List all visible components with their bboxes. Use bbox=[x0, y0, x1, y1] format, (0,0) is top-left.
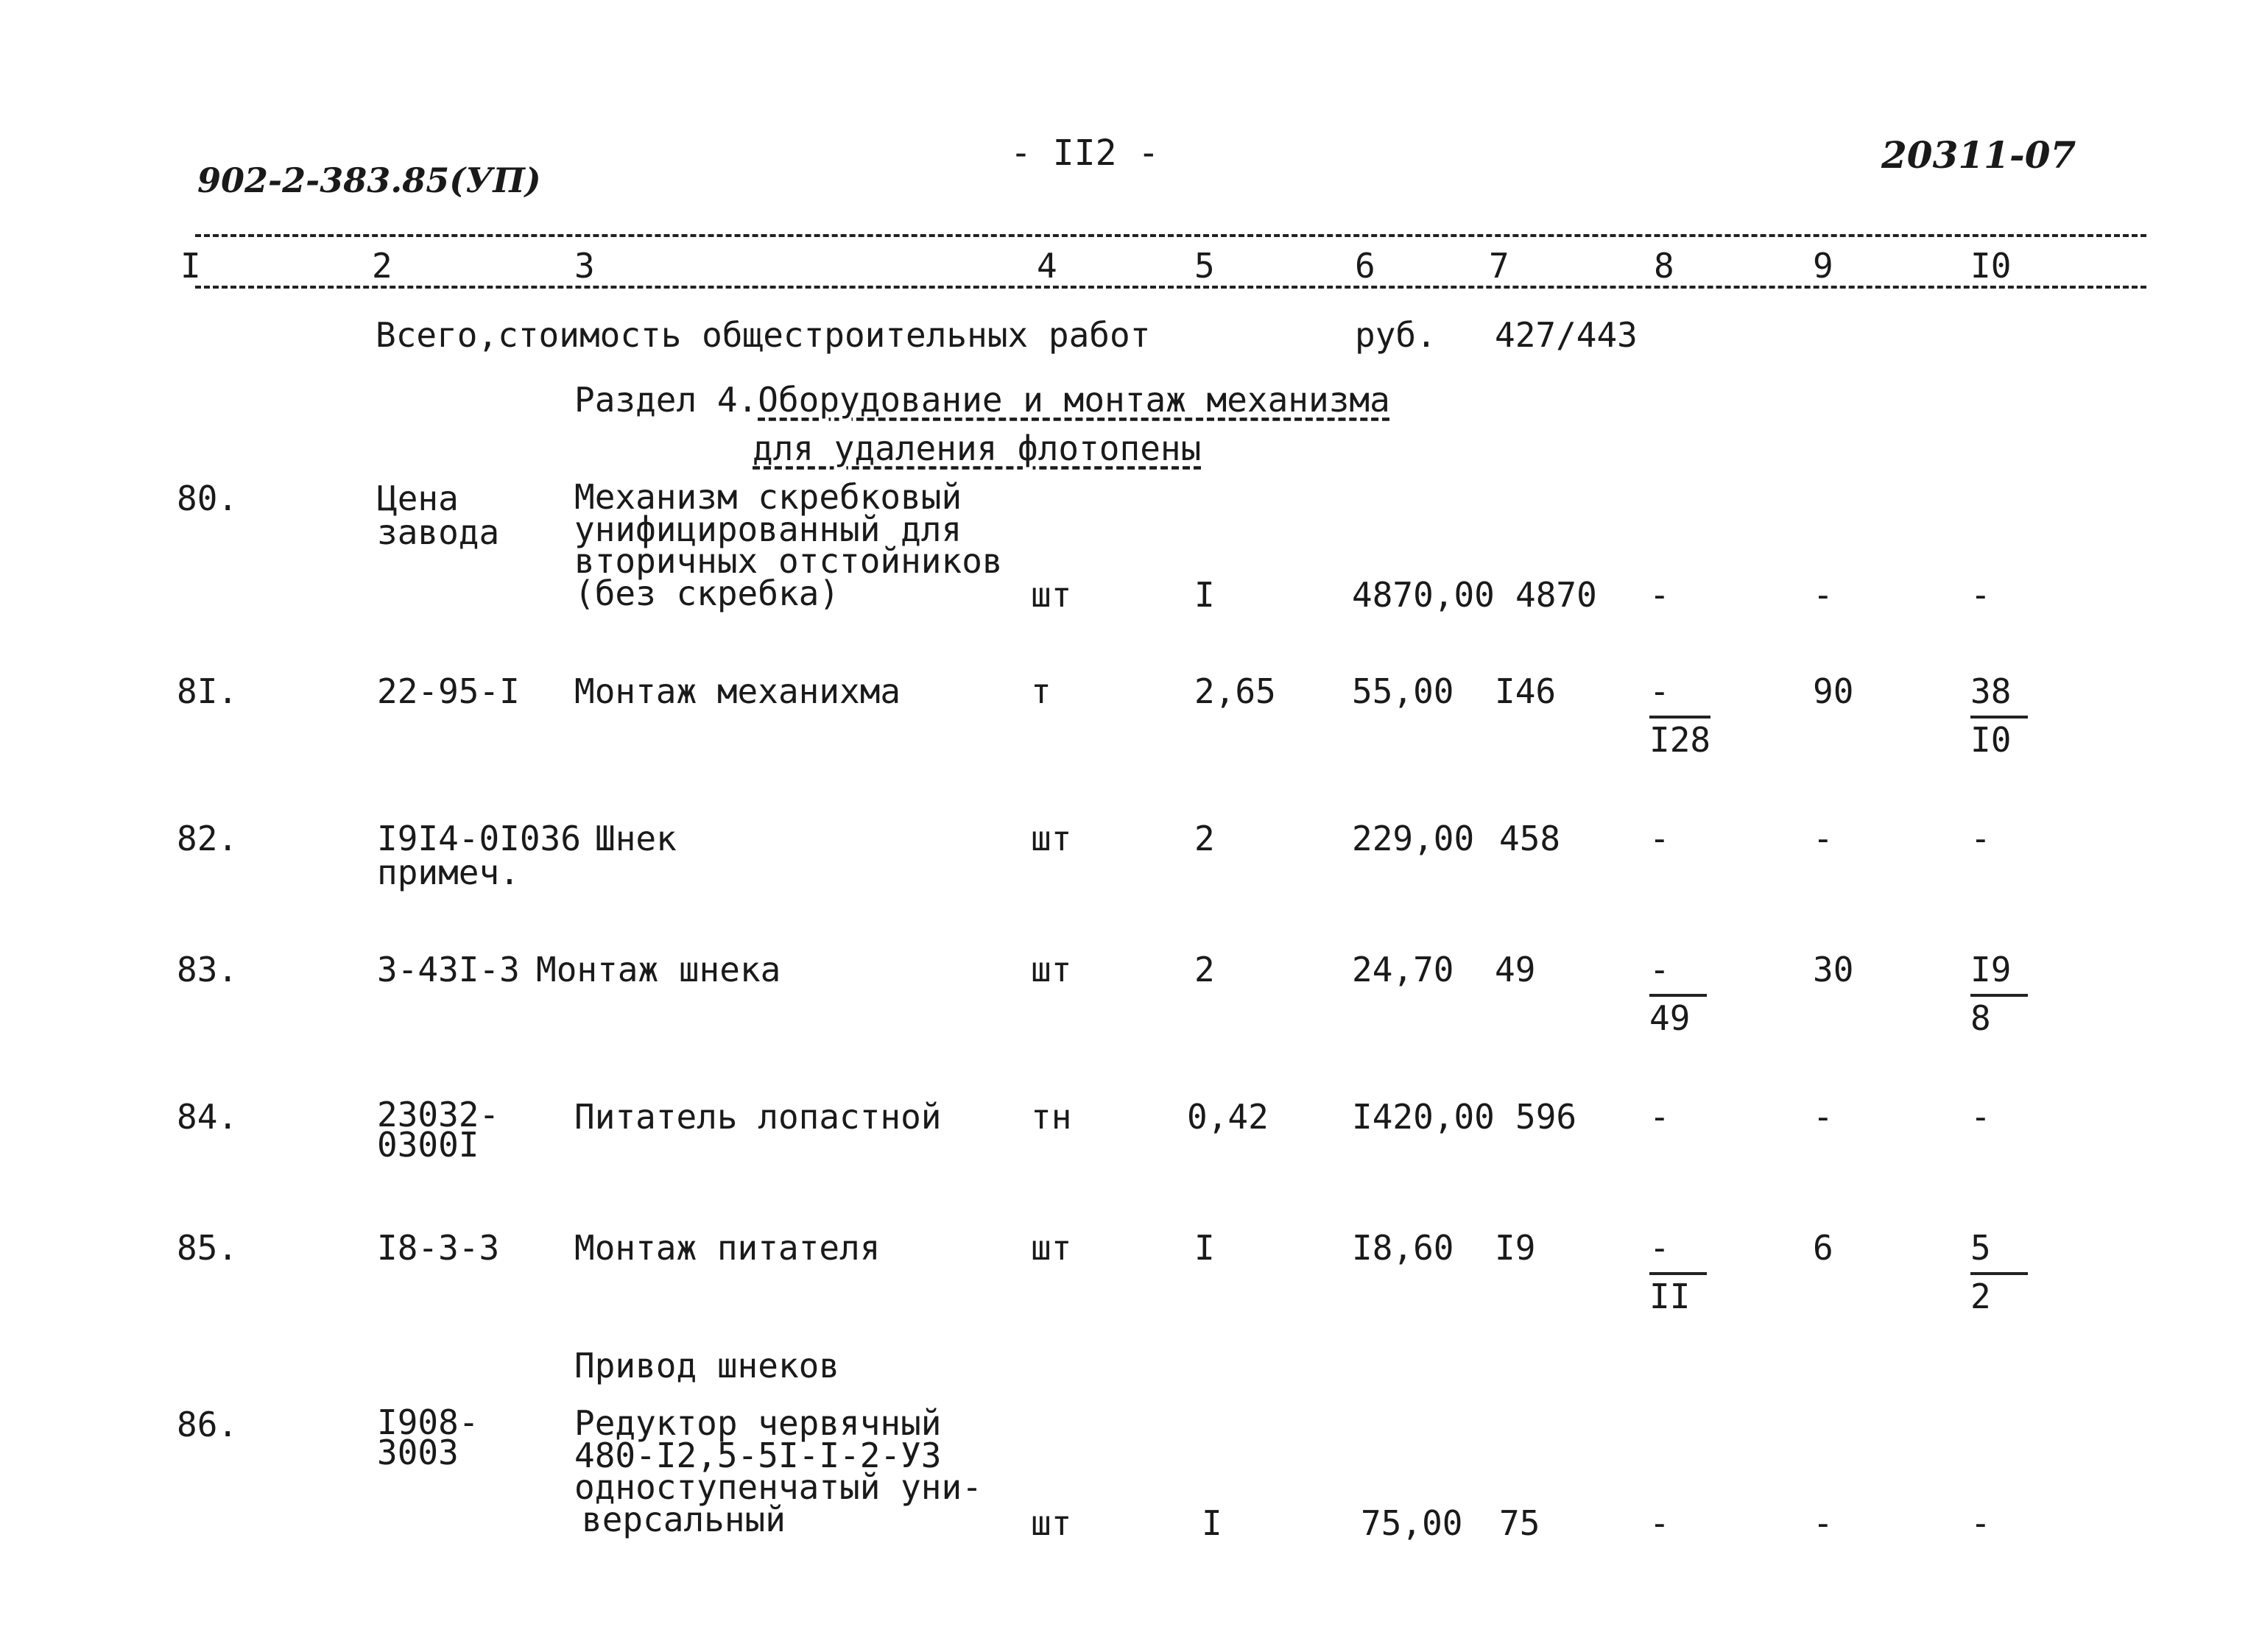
document-code: 902-2-383.85(УП) bbox=[197, 160, 541, 200]
row-qty: 2 bbox=[1194, 950, 1215, 989]
row-qty: 0,42 bbox=[1187, 1097, 1269, 1137]
fraction-numerator: - bbox=[1649, 1231, 1707, 1275]
row-name-line: (без скребка) bbox=[574, 573, 840, 614]
row-qty: I bbox=[1202, 1503, 1222, 1543]
total-label: Всего,стоимость общестроительных работ bbox=[376, 315, 1151, 355]
row-price: I8,60 bbox=[1352, 1228, 1454, 1268]
fraction-numerator: - bbox=[1649, 953, 1707, 997]
row-name: Питатель лопастной bbox=[574, 1097, 942, 1137]
col-num-1: I bbox=[180, 246, 201, 286]
header-rule-bottom bbox=[195, 286, 2146, 289]
row-col8: - bbox=[1649, 575, 1670, 615]
row-code: I8-3-3 bbox=[377, 1228, 500, 1268]
row-number: 84. bbox=[177, 1097, 239, 1137]
row-number: 82. bbox=[177, 819, 239, 858]
row-total: I9 bbox=[1495, 1228, 1536, 1268]
row-name-line: версальный bbox=[582, 1500, 786, 1540]
row-qty: I bbox=[1194, 1228, 1215, 1268]
fraction-denominator: 8 bbox=[1970, 998, 1991, 1038]
row-qty: I bbox=[1194, 575, 1215, 615]
row-unit: шт bbox=[1031, 575, 1072, 615]
row-qty: 2 bbox=[1194, 819, 1215, 858]
fraction-denominator: I0 bbox=[1970, 720, 2012, 760]
sheet-code: 20311-07 bbox=[1881, 133, 2076, 177]
row-col9: - bbox=[1813, 819, 1833, 858]
row-unit: шт bbox=[1031, 819, 1072, 858]
row-col8-fraction bbox=[1649, 1228, 1707, 1316]
row-price: I420,00 bbox=[1352, 1097, 1495, 1137]
row-total: I46 bbox=[1495, 671, 1557, 711]
row-code: 3-43I-3 bbox=[377, 950, 520, 989]
row-col10: - bbox=[1970, 1097, 1991, 1137]
row-name: Монтаж шнека bbox=[536, 950, 781, 989]
row-qty: 2,65 bbox=[1194, 671, 1276, 711]
row-col9: 90 bbox=[1813, 671, 1854, 711]
col-num-6: 6 bbox=[1355, 246, 1375, 286]
row-col9: 30 bbox=[1813, 950, 1854, 989]
fraction-denominator: 2 bbox=[1970, 1277, 1991, 1316]
row-price: 75,00 bbox=[1361, 1503, 1463, 1543]
row-unit: шт bbox=[1031, 1228, 1072, 1268]
col-num-10: I0 bbox=[1970, 246, 2012, 286]
row-col10-fraction bbox=[1970, 1228, 2028, 1316]
row-number: 8I. bbox=[177, 671, 239, 711]
row-total: 596 bbox=[1515, 1097, 1577, 1137]
row-col10-fraction bbox=[1970, 671, 2028, 760]
row-col8: - bbox=[1649, 1503, 1670, 1543]
row-code-line: 0300I bbox=[377, 1125, 479, 1165]
row-col8-fraction bbox=[1649, 671, 1711, 760]
row-code: 22-95-I bbox=[377, 671, 520, 711]
row-number: 80. bbox=[177, 479, 239, 518]
row-code bbox=[377, 1095, 500, 1165]
row-code bbox=[377, 1402, 479, 1473]
section-title-line1: Оборудование и монтаж механизма bbox=[758, 380, 1390, 420]
row-name bbox=[574, 1403, 982, 1540]
row-col10: - bbox=[1970, 819, 1991, 858]
fraction-numerator: 5 bbox=[1970, 1231, 2028, 1275]
row-name-line: одноступенчатый уни- bbox=[574, 1467, 982, 1508]
row-col9: - bbox=[1813, 1503, 1833, 1543]
row-name: Монтаж механихма bbox=[574, 671, 901, 711]
row-code-line: 23032- bbox=[377, 1095, 500, 1134]
row-col10: - bbox=[1970, 1503, 1991, 1543]
row-code-line: примеч. bbox=[377, 853, 520, 892]
col-num-7: 7 bbox=[1489, 246, 1509, 286]
row-price: 229,00 bbox=[1352, 819, 1475, 858]
total-value: 427/443 bbox=[1495, 315, 1638, 355]
fraction-numerator: I9 bbox=[1970, 953, 2028, 997]
row-price: 4870,00 bbox=[1352, 575, 1495, 615]
row-col8-fraction bbox=[1649, 950, 1707, 1038]
fraction-numerator: - bbox=[1649, 674, 1710, 719]
row-name: Монтаж питателя bbox=[574, 1228, 881, 1268]
row-name-line: унифицированный для bbox=[574, 509, 962, 549]
row-col10: - bbox=[1970, 575, 1991, 615]
row-col9: 6 bbox=[1813, 1228, 1833, 1268]
row-total: 4870 bbox=[1515, 575, 1597, 615]
row-total: 458 bbox=[1499, 819, 1561, 858]
row-code bbox=[377, 479, 500, 552]
section-title-line2: для удаления флотопены bbox=[753, 428, 1202, 468]
row-code-line: завода bbox=[377, 512, 500, 552]
row-number: 86. bbox=[177, 1405, 239, 1444]
row-name-line: Редуктор червячный bbox=[574, 1403, 942, 1443]
row-code bbox=[377, 819, 581, 892]
row-price: 55,00 bbox=[1352, 671, 1454, 711]
subheading: Привод шнеков bbox=[574, 1346, 840, 1386]
page-number: - II2 - bbox=[1010, 133, 1160, 174]
section-prefix: Раздел 4. bbox=[574, 380, 758, 420]
row-name-line: вторичных отстойников bbox=[574, 541, 1003, 582]
row-col8: - bbox=[1649, 819, 1670, 858]
col-num-5: 5 bbox=[1194, 246, 1215, 286]
row-col9: - bbox=[1813, 1097, 1833, 1137]
total-unit: руб. bbox=[1355, 315, 1437, 355]
row-code-line: Цена bbox=[377, 479, 459, 518]
row-col9: - bbox=[1813, 575, 1833, 615]
row-number: 85. bbox=[177, 1228, 239, 1268]
row-price: 24,70 bbox=[1352, 950, 1454, 989]
col-num-3: 3 bbox=[574, 246, 595, 286]
col-num-4: 4 bbox=[1037, 246, 1057, 286]
row-name: Шнек bbox=[595, 819, 677, 858]
row-name bbox=[574, 477, 1003, 614]
fraction-denominator: 49 bbox=[1649, 998, 1691, 1038]
col-num-2: 2 bbox=[372, 246, 392, 286]
row-name-line: Механизм скребковый bbox=[574, 477, 962, 517]
row-unit: тн bbox=[1031, 1097, 1072, 1137]
row-unit: шт bbox=[1031, 1503, 1072, 1543]
fraction-denominator: II bbox=[1649, 1277, 1691, 1316]
row-unit: т bbox=[1031, 671, 1051, 711]
row-number: 83. bbox=[177, 950, 239, 989]
section-heading bbox=[574, 380, 1390, 420]
row-total: 49 bbox=[1495, 950, 1536, 989]
row-name-line: 480-I2,5-5I-I-2-УЗ bbox=[574, 1435, 942, 1475]
fraction-numerator: 38 bbox=[1970, 674, 2028, 719]
col-num-9: 9 bbox=[1813, 246, 1833, 286]
row-code-line: I908- bbox=[377, 1402, 479, 1442]
row-code-line: 3003 bbox=[377, 1433, 459, 1473]
row-unit: шт bbox=[1031, 950, 1072, 989]
header-rule-top bbox=[195, 234, 2146, 237]
row-code-line: I9I4-0I036 bbox=[377, 819, 581, 858]
row-col8: - bbox=[1649, 1097, 1670, 1137]
row-total: 75 bbox=[1499, 1503, 1540, 1543]
col-num-8: 8 bbox=[1654, 246, 1674, 286]
fraction-denominator: I28 bbox=[1649, 720, 1711, 760]
row-col10-fraction bbox=[1970, 950, 2028, 1038]
